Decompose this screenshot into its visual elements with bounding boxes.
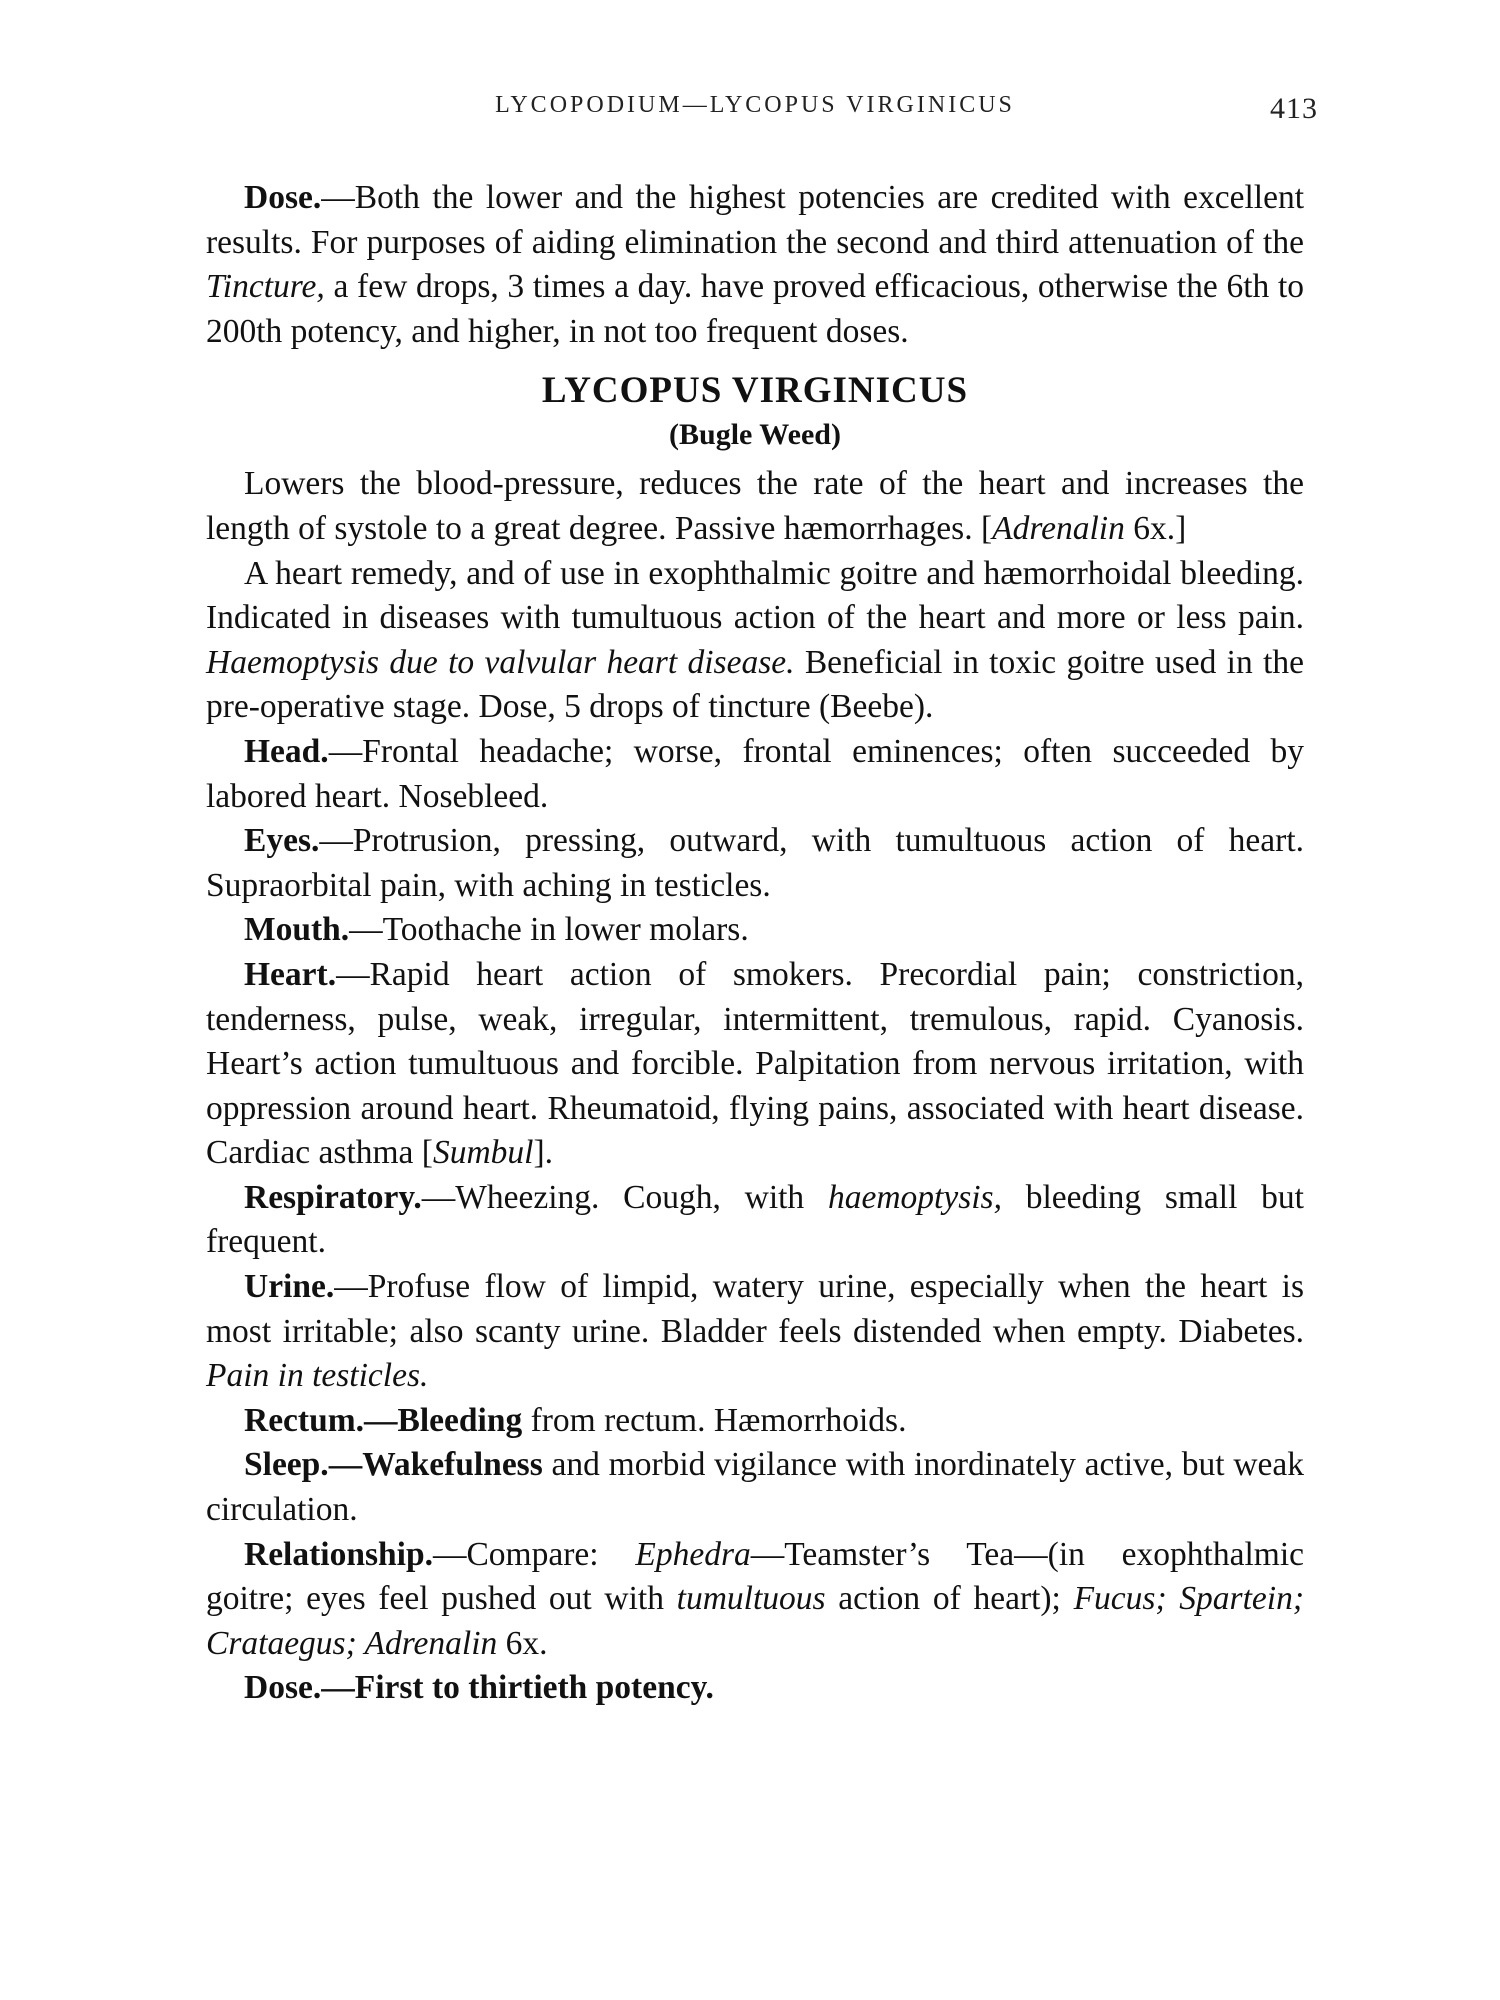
- bleeding-term: —Bleeding: [364, 1401, 523, 1439]
- urine-text: —Profuse flow of limpid, watery urine, especially when the heart is most irritable; also scanty urine. Bladder feels distended when empty. Diabetes.: [206, 1268, 1304, 1350]
- section-title: LYCOPUS VIRGINICUS: [541, 370, 969, 412]
- dose-text: —Both the lower and the highest potencies are credited with excellent results. For purposes of aiding elimination the second and third attenuation of the: [206, 179, 1304, 261]
- sleep-paragraph: [206, 1443, 1304, 1532]
- tumultuous-term: tumultuous: [676, 1580, 826, 1618]
- haemoptysis-phrase: Haemoptysis due to valvular heart disease.: [206, 643, 795, 681]
- ephedra-term: Ephedra: [635, 1535, 751, 1573]
- overview-text-end: 6x.]: [1124, 509, 1187, 547]
- running-header: [206, 92, 1318, 132]
- relationship-text-3: action of heart);: [825, 1580, 1074, 1618]
- dose-heading: Dose.: [244, 179, 322, 216]
- relationship-paragraph: [206, 1533, 1304, 1667]
- rectum-heading: Rectum.: [244, 1401, 364, 1439]
- dose-text-2: —First to thirtieth potency.: [321, 1669, 714, 1707]
- relationship-text: —Compare:: [432, 1535, 636, 1573]
- mouth-heading: Mouth.: [244, 911, 350, 949]
- compare-remedies-list: Fucus; Spartein; Crataegus; Adrenalin: [206, 1580, 1304, 1662]
- wakefulness-term: —Wakefulness: [328, 1446, 543, 1484]
- heart-text: —Rapid heart action of smokers. Precordial pain; constriction, tenderness, pulse, weak, irregular, intermittent, tremulous, rapid. Cyanosis. Heart’s action tumultuous and forcible. Palpitation from nervous irritation, with oppression around heart. Rheumatoid, flying pains, associated with heart disease. Cardiac asthma [: [206, 955, 1304, 1172]
- mouth-paragraph: [206, 908, 1304, 953]
- page-body: [206, 176, 1304, 1711]
- mouth-text: —Toothache in lower molars.: [349, 911, 749, 949]
- heart-remedy-text-end: Beneficial in toxic goitre used in the pre-operative stage. Dose, 5 drops of tincture (Beebe).: [206, 643, 1304, 726]
- heart-remedy-text: A heart remedy, and of use in exophthalmic goitre and hæmorrhoidal bleeding. Indicated in diseases with tumultuous action of the heart and more or less pain.: [206, 554, 1304, 637]
- head-text: —Frontal headache; worse, frontal eminences; often succeeded by labored heart. Nosebleed.: [206, 732, 1304, 815]
- intro-dose-paragraph: [206, 176, 1304, 354]
- sumbul-term: Sumbul: [432, 1134, 534, 1172]
- rectum-text: from rectum. Hæmorrhoids.: [522, 1401, 907, 1439]
- heart-text-end: ].: [533, 1134, 553, 1172]
- eyes-heading: Eyes.: [244, 822, 320, 860]
- head-heading: Head.: [244, 732, 329, 770]
- section-subtitle: (Bugle Weed): [669, 418, 841, 452]
- sleep-heading: Sleep.: [244, 1446, 329, 1484]
- overview-paragraph: [206, 462, 1304, 551]
- relationship-text-end: 6x.: [497, 1624, 548, 1662]
- dose-text-cont: a few drops, 3 times a day. have proved efficacious, otherwise the 6th to 200th potency, and higher, in not too frequent doses.: [206, 268, 1304, 350]
- pain-in-testicles-phrase: Pain in testicles.: [206, 1357, 429, 1395]
- urine-heading: Urine.: [244, 1268, 335, 1306]
- eyes-text: —Protrusion, pressing, outward, with tumultuous action of heart. Supraorbital pain, with aching in testicles.: [206, 822, 1304, 904]
- page-number: 413: [1270, 92, 1318, 125]
- rectum-paragraph: [206, 1399, 1304, 1444]
- dose-paragraph: [206, 1666, 1304, 1711]
- heart-heading: Heart.: [244, 955, 337, 993]
- tincture-term: Tincture,: [206, 268, 325, 306]
- respiratory-text-end: bleeding small but frequent.: [206, 1178, 1304, 1261]
- sleep-text: and morbid vigilance with inordinately active, but weak circulation.: [206, 1446, 1304, 1529]
- respiratory-heading: Respiratory.: [244, 1178, 422, 1216]
- relationship-text-2: —Teamster’s Tea—(in exophthalmic goitre; eyes feel pushed out with: [206, 1535, 1304, 1618]
- heart-remedy-paragraph: [206, 552, 1304, 730]
- relationship-heading: Relationship.: [244, 1535, 433, 1573]
- dose-heading-2: Dose.: [244, 1669, 322, 1707]
- respiratory-text: —Wheezing. Cough, with: [421, 1178, 828, 1216]
- eyes-paragraph: [206, 819, 1304, 908]
- respiratory-paragraph: [206, 1176, 1304, 1265]
- running-title: LYCOPODIUM—LYCOPUS VIRGINICUS: [495, 92, 1015, 118]
- overview-text: Lowers the blood-pressure, reduces the rate of the heart and increases the length of systole to a great degree. Passive hæmorrhages. [: [206, 465, 1304, 547]
- adrenalin-term: Adrenalin: [992, 509, 1125, 547]
- haemoptysis-term: haemoptysis,: [827, 1178, 1002, 1216]
- urine-paragraph: [206, 1265, 1304, 1399]
- head-paragraph: [206, 730, 1304, 819]
- heart-paragraph: [206, 953, 1304, 1176]
